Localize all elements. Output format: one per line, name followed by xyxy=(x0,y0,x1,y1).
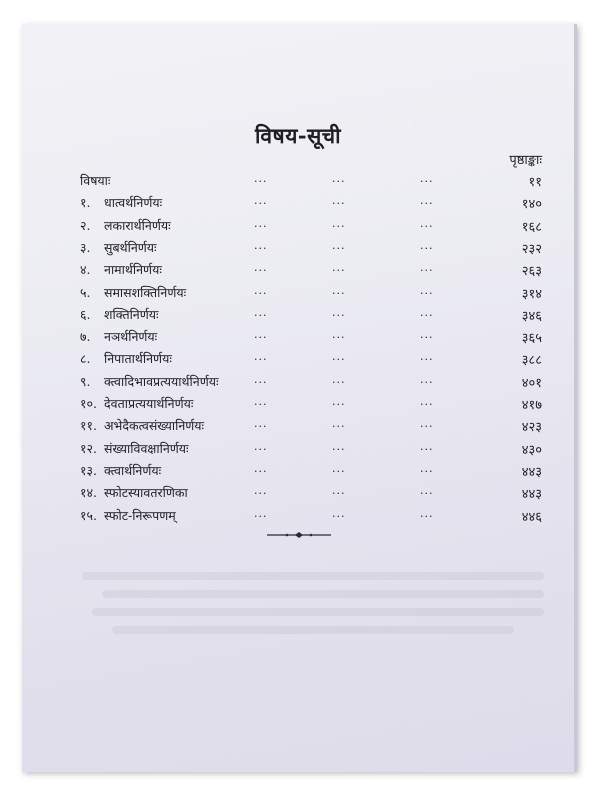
toc-row xyxy=(22,484,574,506)
toc-entry-page-number: ४४३ xyxy=(521,464,542,480)
toc-entry-title: लकारार्थनिर्णयः xyxy=(104,217,171,233)
toc-row xyxy=(22,507,574,529)
toc-entry-title: निपातार्थनिर्णयः xyxy=(104,351,172,367)
toc-entry-number: ४. xyxy=(80,262,91,278)
decorative-divider-icon xyxy=(267,530,331,540)
toc-entry-number: १४. xyxy=(80,485,97,501)
toc-entry-title: धात्वर्थनिर्णयः xyxy=(104,195,163,211)
toc-entry-title: समासशक्तिनिर्णयः xyxy=(104,284,187,300)
toc-entry-title: शक्तिनिर्णयः xyxy=(104,306,159,322)
toc-entry-title: स्फोट-निरूपणम् xyxy=(104,507,176,523)
leader-dots: ... xyxy=(420,305,434,319)
toc-entry-page-number: ३६५ xyxy=(521,331,542,347)
leader-dots: ... xyxy=(254,305,268,319)
leader-dots: ... xyxy=(332,484,346,498)
toc-entry-page-number: ३१४ xyxy=(521,286,542,302)
toc-row xyxy=(22,194,574,216)
leader-dots: ... xyxy=(254,506,268,520)
toc-entry-page-number: ३८८ xyxy=(521,353,542,369)
toc-entry-title: देवताप्रत्ययार्थनिर्णयः xyxy=(104,396,194,411)
toc-entry-title: अभेदैकत्वसंख्यानिर्णयः xyxy=(104,418,205,434)
toc-entry-page-number: ४१७ xyxy=(521,398,542,413)
leader-dots: ... xyxy=(332,506,346,520)
leader-dots: ... xyxy=(254,194,268,208)
toc-row xyxy=(22,373,574,395)
leader-dots: ... xyxy=(332,372,346,386)
leader-dots: ... xyxy=(332,194,346,208)
toc-entry-number: ९. xyxy=(80,373,91,389)
leader-dots: ... xyxy=(254,350,268,364)
leader-dots: ... xyxy=(420,417,434,431)
toc-entry-title: नञर्थनिर्णयः xyxy=(104,329,158,345)
leader-dots: ... xyxy=(332,439,346,453)
toc-entry-page-number: ४२३ xyxy=(521,420,542,436)
leader-dots: ... xyxy=(254,395,268,408)
leader-dots: ... xyxy=(254,417,268,431)
leader-dots: ... xyxy=(332,328,346,342)
leader-dots: ... xyxy=(332,172,346,185)
toc-entry-number: २. xyxy=(80,217,91,233)
leader-dots: ... xyxy=(420,261,434,275)
toc-entry-number: ८. xyxy=(80,351,91,367)
toc-entry-number: १२. xyxy=(80,440,97,456)
toc-entry-title: संख्याविवक्षानिर्णयः xyxy=(104,440,189,456)
leader-dots: ... xyxy=(254,283,268,297)
toc-row xyxy=(22,350,574,372)
leader-dots: ... xyxy=(254,261,268,275)
toc-row xyxy=(22,239,574,261)
toc-row xyxy=(22,217,574,239)
toc-row xyxy=(22,440,574,462)
toc-entry-page-number: १४० xyxy=(521,197,542,213)
page-title: विषय-सूची xyxy=(254,123,342,148)
leader-dots: ... xyxy=(254,238,268,252)
leader-dots: ... xyxy=(332,395,346,408)
toc-row xyxy=(22,284,574,306)
toc-entry-number: ११. xyxy=(80,418,97,434)
leader-dots: ... xyxy=(254,172,268,185)
leader-dots: ... xyxy=(420,172,434,185)
leader-dots: ... xyxy=(420,350,434,364)
leader-dots: ... xyxy=(420,372,434,386)
leader-dots: ... xyxy=(332,305,346,319)
toc-entry-number: ७. xyxy=(80,329,91,345)
leader-dots: ... xyxy=(420,506,434,520)
leader-dots: ... xyxy=(420,395,434,408)
toc-row xyxy=(22,306,574,328)
toc-entry-title: स्फोटस्यावतरणिका xyxy=(104,485,188,501)
leader-dots: ... xyxy=(332,261,346,275)
leader-dots: ... xyxy=(420,283,434,297)
toc-entry-page-number: १६८ xyxy=(521,219,542,235)
leader-dots: ... xyxy=(332,238,346,252)
toc-entry-page-number: २६३ xyxy=(521,264,542,280)
toc-entry-page-number: २३२ xyxy=(521,241,542,257)
toc-entry-number: ३. xyxy=(80,239,91,255)
leader-dots: ... xyxy=(254,484,268,498)
toc-entry-title: क्त्वार्थनिर्णयः xyxy=(104,462,162,478)
toc-row xyxy=(22,417,574,439)
book-page xyxy=(22,24,577,772)
leader-dots: ... xyxy=(420,439,434,453)
toc-entry-number: १०. xyxy=(80,396,97,411)
leader-dots: ... xyxy=(332,350,346,364)
leader-dots: ... xyxy=(420,238,434,252)
leader-dots: ... xyxy=(332,216,346,230)
leader-dots: ... xyxy=(254,372,268,386)
toc-row xyxy=(22,172,574,194)
toc-entry-page-number: ४०१ xyxy=(521,375,542,391)
toc-entry-title: विषयाः xyxy=(80,173,111,188)
toc-entry-title: सुबर्थनिर्णयः xyxy=(104,239,157,255)
toc-entry-page-number: ४३० xyxy=(521,442,542,458)
toc-row xyxy=(22,395,574,417)
toc-entry-page-number: ४४६ xyxy=(521,509,542,525)
leader-dots: ... xyxy=(254,461,268,475)
leader-dots: ... xyxy=(332,417,346,431)
toc-row xyxy=(22,462,574,484)
leader-dots: ... xyxy=(332,283,346,297)
leader-dots: ... xyxy=(420,328,434,342)
toc-row xyxy=(22,261,574,283)
toc-entry-title: क्त्वादिभावप्रत्ययार्थनिर्णयः xyxy=(104,373,219,389)
toc-entry-number: १३. xyxy=(80,462,97,478)
page-number-column-heading: पृष्ठाङ्काः xyxy=(509,153,542,168)
toc-entry-page-number: ११ xyxy=(528,175,542,190)
leader-dots: ... xyxy=(254,216,268,230)
leader-dots: ... xyxy=(420,484,434,498)
toc-entry-page-number: ३४६ xyxy=(521,308,542,324)
toc-entry-number: १५. xyxy=(80,507,97,523)
leader-dots: ... xyxy=(420,216,434,230)
toc-entry-page-number: ४४३ xyxy=(521,487,542,503)
leader-dots: ... xyxy=(420,194,434,208)
leader-dots: ... xyxy=(254,328,268,342)
toc-entry-number: ६. xyxy=(80,306,91,322)
leader-dots: ... xyxy=(254,439,268,453)
toc-entry-number: १. xyxy=(80,195,91,211)
leader-dots: ... xyxy=(332,461,346,475)
toc-entry-title: नामार्थनिर्णयः xyxy=(104,262,162,278)
toc-entry-number: ५. xyxy=(80,284,91,300)
leader-dots: ... xyxy=(420,461,434,475)
toc-row xyxy=(22,328,574,350)
